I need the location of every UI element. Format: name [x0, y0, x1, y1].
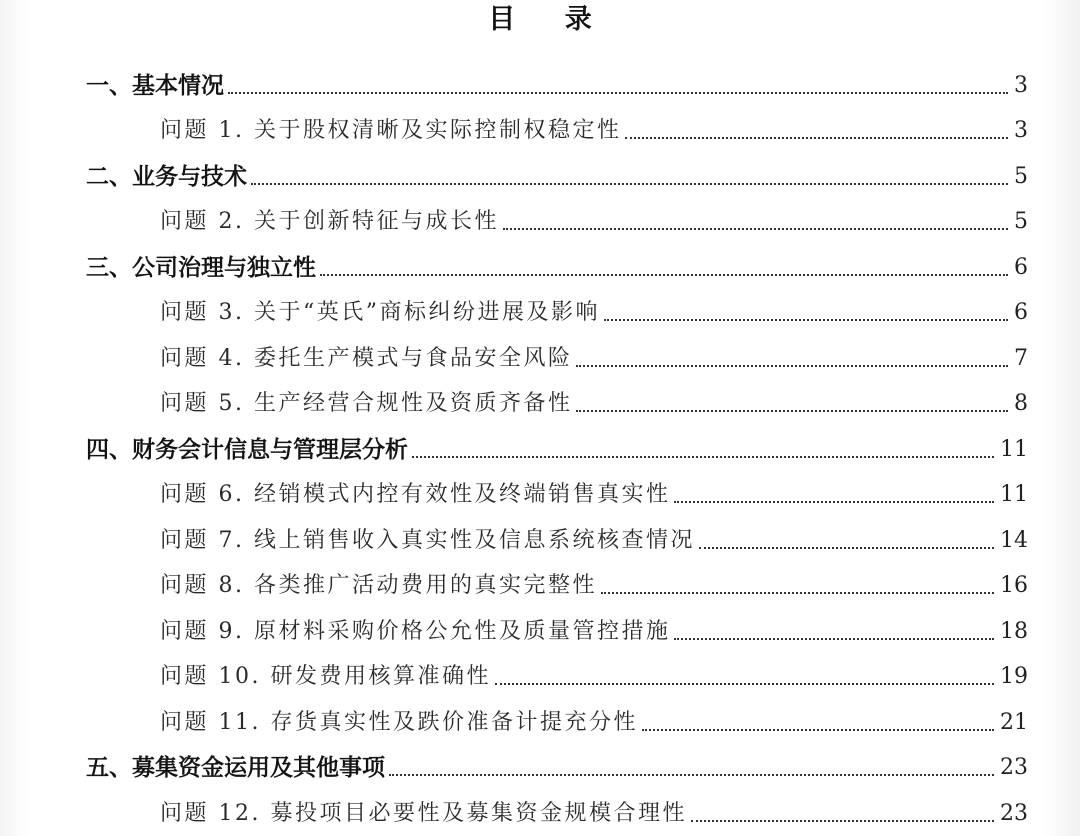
- dot-leader: [503, 228, 1008, 230]
- toc-entry-page: 18: [1000, 618, 1028, 644]
- toc-entry-page: 3: [1014, 72, 1028, 98]
- toc-entry-page: 8: [1014, 391, 1028, 416]
- dot-leader: [320, 274, 1008, 276]
- toc-entry-label: 问题 1. 关于股权清晰及实际控制权稳定性: [160, 118, 622, 143]
- dot-leader: [674, 501, 994, 503]
- toc-entry-page: 11: [1000, 436, 1028, 462]
- toc-title: 目 录: [488, 4, 612, 35]
- dot-leader: [604, 319, 1008, 321]
- toc-entry[interactable]: [0, 468, 1080, 514]
- toc-entry-label: 问题 3. 关于“英氏”商标纠纷进展及影响: [160, 300, 600, 325]
- toc-entry[interactable]: [0, 58, 1080, 104]
- toc-list: [0, 58, 1080, 832]
- dot-leader: [576, 410, 1008, 412]
- dot-leader: [674, 638, 994, 640]
- toc-entry-page: 19: [1000, 664, 1028, 689]
- toc-entry-page: 23: [1000, 755, 1028, 780]
- toc-entry-page: 14: [1000, 527, 1028, 553]
- dot-leader: [412, 456, 994, 458]
- toc-entry-page: 16: [1000, 573, 1028, 598]
- toc-entry[interactable]: [0, 331, 1080, 377]
- dot-leader: [495, 683, 994, 685]
- toc-entry-page: 5: [1014, 209, 1028, 234]
- toc-entry[interactable]: [0, 513, 1080, 559]
- dot-leader: [251, 183, 1008, 185]
- toc-entry-page: 3: [1014, 118, 1028, 143]
- dot-leader: [691, 820, 994, 822]
- toc-entry[interactable]: [0, 650, 1080, 696]
- toc-entry-label: 问题 7. 线上销售收入真实性及信息系统核查情况: [160, 527, 695, 553]
- toc-entry-label: 问题 6. 经销模式内控有效性及终端销售真实性: [160, 482, 671, 507]
- toc-entry-label: 五、募集资金运用及其他事项: [86, 755, 385, 781]
- toc-entry-label: 二、业务与技术: [86, 163, 247, 190]
- toc-entry-page: 6: [1014, 254, 1028, 280]
- toc-entry-page: 6: [1014, 300, 1028, 325]
- toc-entry[interactable]: [0, 377, 1080, 423]
- toc-entry[interactable]: [0, 195, 1080, 241]
- toc-entry[interactable]: [0, 786, 1080, 832]
- dot-leader: [699, 547, 994, 549]
- toc-entry[interactable]: [0, 695, 1080, 741]
- dot-leader: [642, 729, 994, 731]
- toc-entry-page: 11: [1000, 482, 1028, 507]
- toc-entry-page: 21: [1000, 709, 1028, 735]
- toc-entry[interactable]: [0, 741, 1080, 787]
- toc-entry[interactable]: [0, 240, 1080, 286]
- toc-entry-label: 问题 2. 关于创新特征与成长性: [160, 209, 499, 234]
- dot-leader: [576, 365, 1008, 367]
- toc-entry-label: 问题 11. 存货真实性及跌价准备计提充分性: [160, 709, 638, 735]
- toc-entry[interactable]: [0, 422, 1080, 468]
- dot-leader: [389, 774, 994, 776]
- toc-entry-label: 三、公司治理与独立性: [86, 254, 316, 281]
- dot-leader: [625, 137, 1008, 139]
- toc-entry-label: 问题 8. 各类推广活动费用的真实完整性: [160, 573, 597, 598]
- toc-entry-page: 5: [1014, 163, 1028, 189]
- toc-entry-label: 问题 12. 募投项目必要性及募集资金规模合理性: [160, 800, 687, 826]
- toc-entry[interactable]: [0, 559, 1080, 605]
- toc-entry-label: 问题 4. 委托生产模式与食品安全风险: [160, 345, 573, 371]
- toc-entry[interactable]: [0, 104, 1080, 150]
- dot-leader: [228, 92, 1008, 94]
- toc-entry[interactable]: [0, 604, 1080, 650]
- toc-entry-label: 一、基本情况: [86, 72, 224, 99]
- toc-entry-label: 问题 9. 原材料采购价格公允性及质量管控措施: [160, 618, 671, 644]
- toc-entry[interactable]: [0, 149, 1080, 195]
- toc-entry-label: 四、财务会计信息与管理层分析: [86, 436, 408, 463]
- toc-entry-page: 7: [1014, 345, 1028, 371]
- toc-entry[interactable]: [0, 286, 1080, 332]
- toc-entry-page: 23: [1000, 800, 1028, 826]
- dot-leader: [601, 592, 994, 594]
- toc-entry-label: 问题 10. 研发费用核算准确性: [160, 664, 491, 689]
- toc-entry-label: 问题 5. 生产经营合规性及资质齐备性: [160, 391, 573, 416]
